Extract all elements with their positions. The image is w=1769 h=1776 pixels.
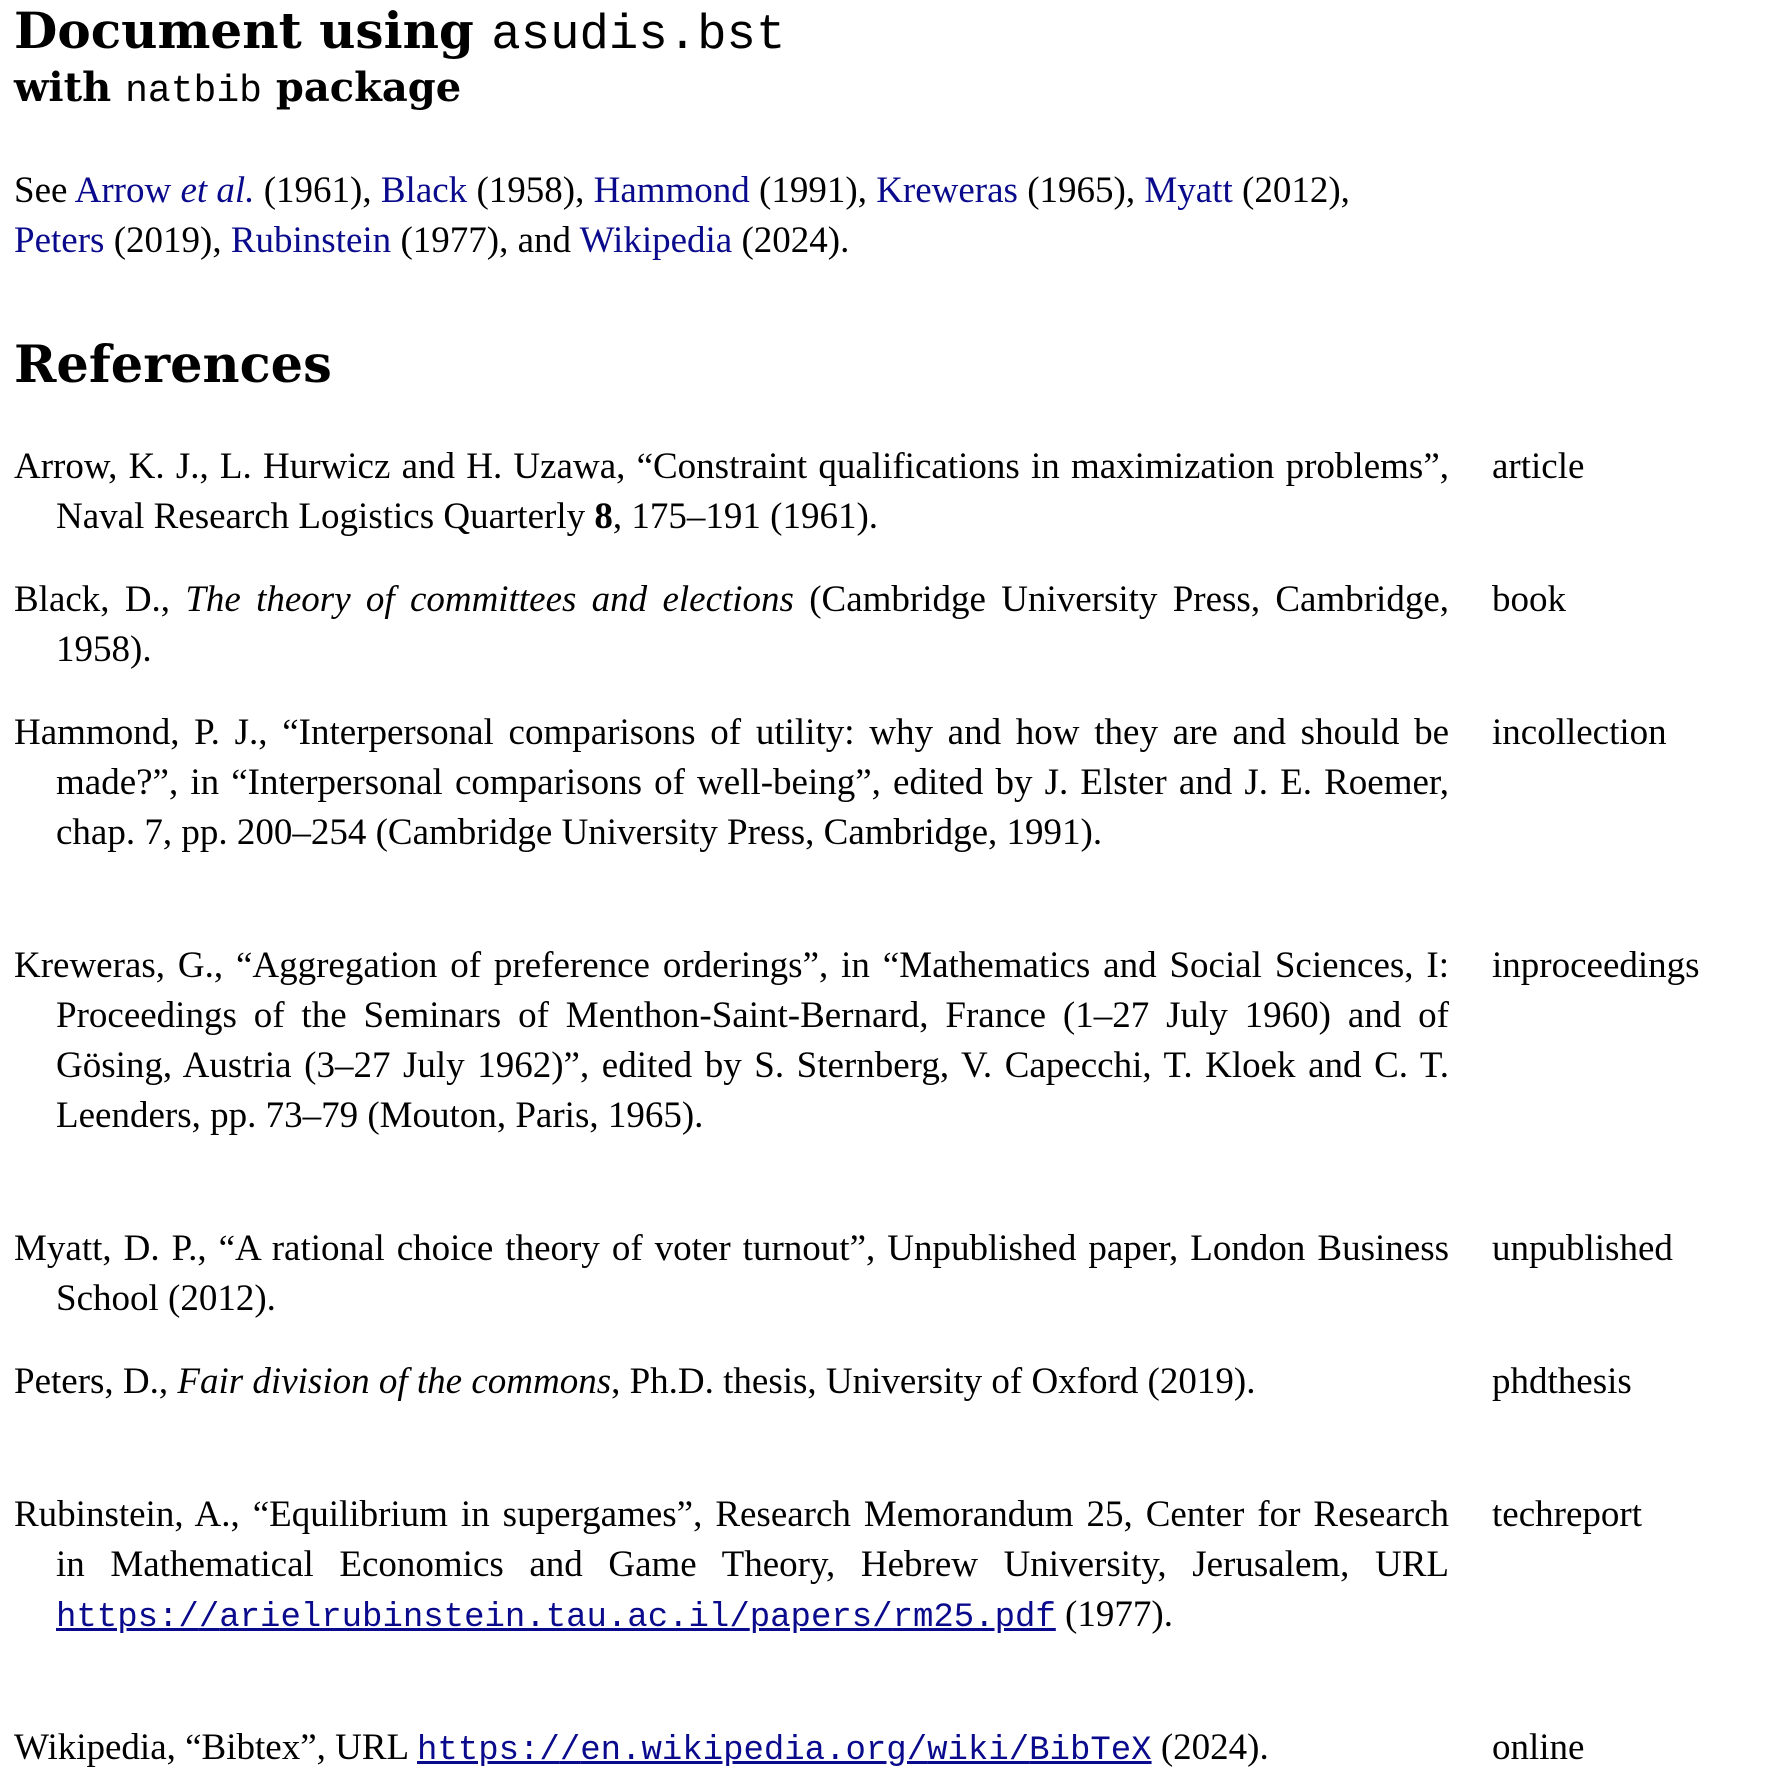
reference-text: Myatt, D. P., “A rational choice theory of voter turnout”, Unpublished paper, London Business School (2012). (14, 1228, 1449, 1319)
entry-type-label: unpublished (1492, 1228, 1673, 1269)
citation-year: (2019) (104, 220, 213, 261)
entry-type-label: article (1492, 446, 1585, 487)
entry-type-label: phdthesis (1492, 1361, 1632, 1402)
citation-arrow-link[interactable]: Arrow et al. (74, 170, 255, 211)
reference-url-link[interactable]: https://en.wikipedia.org/wiki/BibTeX (417, 1732, 1152, 1770)
reference-text: Kreweras, G., “Aggregation of preference orderings”, in “Mathematics and Social Sciences, I: Proceedings of the Seminars of Menthon-Saint-Bernard, France (1–27 July 1960) and of Gösing, Austria (3–27 July 1962)”, edited by S. Sternberg, V. Capecchi, T. Kloek and C. T. Leenders, pp. 73–79 (Mouton, Paris, 1965). (14, 945, 1449, 1136)
entry-type-label: incollection (1492, 712, 1667, 753)
thesis-title: Fair division of the commons (177, 1361, 612, 1402)
book-title: The theory of committees and elections (185, 579, 794, 620)
entry-type-label: inproceedings (1492, 945, 1700, 986)
citation-peters-link[interactable]: Peters (14, 220, 105, 261)
volume-number: 8 (594, 496, 613, 537)
citation-wikipedia-link[interactable]: Wikipedia (579, 220, 733, 261)
reference-entry-hammond (14, 708, 1667, 858)
subtitle-line (14, 65, 785, 114)
subtitle-code: natbib (125, 70, 262, 114)
entry-type-label: book (1492, 579, 1566, 620)
citation-year: (1977) (391, 220, 500, 261)
reference-entry-arrow (14, 442, 1585, 542)
reference-entry-wikipedia (14, 1723, 1585, 1776)
reference-entry-rubinstein (14, 1490, 1642, 1643)
reference-text: Peters, D., Fair division of the commons, Ph.D. thesis, University of Oxford (2019). (14, 1361, 1256, 1402)
subtitle-suffix: package (261, 64, 462, 112)
title-text: Document using (14, 1, 492, 60)
intro-lead: See (14, 170, 75, 211)
citation-year: (2012) (1232, 170, 1341, 211)
title-line (14, 2, 785, 63)
citation-year: (1991) (749, 170, 858, 211)
references-heading: References (14, 335, 332, 395)
document-title (14, 2, 785, 114)
reference-entry-black (14, 575, 1566, 675)
reference-text: Black, D., The theory of committees and elections (Cambridge University Press, Cambridge, 1958). (14, 579, 1449, 670)
citation-hammond-link[interactable]: Hammond (593, 170, 750, 211)
reference-entry-kreweras (14, 941, 1700, 1141)
reference-text: Hammond, P. J., “Interpersonal comparisons of utility: why and how they are and should be made?”, in “Interpersonal comparisons of well-being”, edited by J. Elster and J. E. Roemer, chap. 7, pp. 200–254 (Cambridge University Press, Cambridge, 1991). (14, 712, 1449, 853)
reference-text: Arrow, K. J., L. Hurwicz and H. Uzawa, “Constraint qualifications in maximization problems”, Naval Research Logistics Quarterly 8, 175–191 (1961). (14, 446, 1449, 537)
citation-rubinstein-link[interactable]: Rubinstein (230, 220, 392, 261)
citation-year: (1958) (467, 170, 576, 211)
citation-year: (1965) (1017, 170, 1126, 211)
reference-text: Rubinstein, A., “Equilibrium in supergames”, Research Memorandum 25, Center for Research in Mathematical Economics and Game Theory, Hebrew University, Jerusalem, URL https://arielrubinstein.tau.ac.il/papers/rm25.pdf (1977). (14, 1494, 1449, 1637)
citation-black-link[interactable]: Black (380, 170, 468, 211)
subtitle-prefix: with (14, 64, 126, 112)
title-code: asudis.bst (491, 7, 786, 63)
entry-type-label: online (1492, 1727, 1585, 1768)
entry-type-label: techreport (1492, 1494, 1642, 1535)
reference-entry-myatt (14, 1224, 1673, 1324)
reference-url-link[interactable]: https://arielrubinstein.tau.ac.il/papers/rm25.pdf (56, 1599, 1056, 1637)
reference-entry-peters (14, 1357, 1632, 1407)
citation-kreweras-link[interactable]: Kreweras (876, 170, 1018, 211)
reference-text: Wikipedia, “Bibtex”, URL https://en.wikipedia.org/wiki/BibTeX (2024). (14, 1727, 1269, 1770)
intro-paragraph: See Arrow et al. (1961), Black (1958), Hammond (1991), Kreweras (1965), Myatt (2012), Peters (2019), Rubinstein (1977), and Wikipedia (2024). (14, 170, 1350, 261)
citation-myatt-link[interactable]: Myatt (1144, 170, 1233, 211)
citation-year: (1961) (254, 170, 363, 211)
citation-year: (2024) (732, 220, 841, 261)
